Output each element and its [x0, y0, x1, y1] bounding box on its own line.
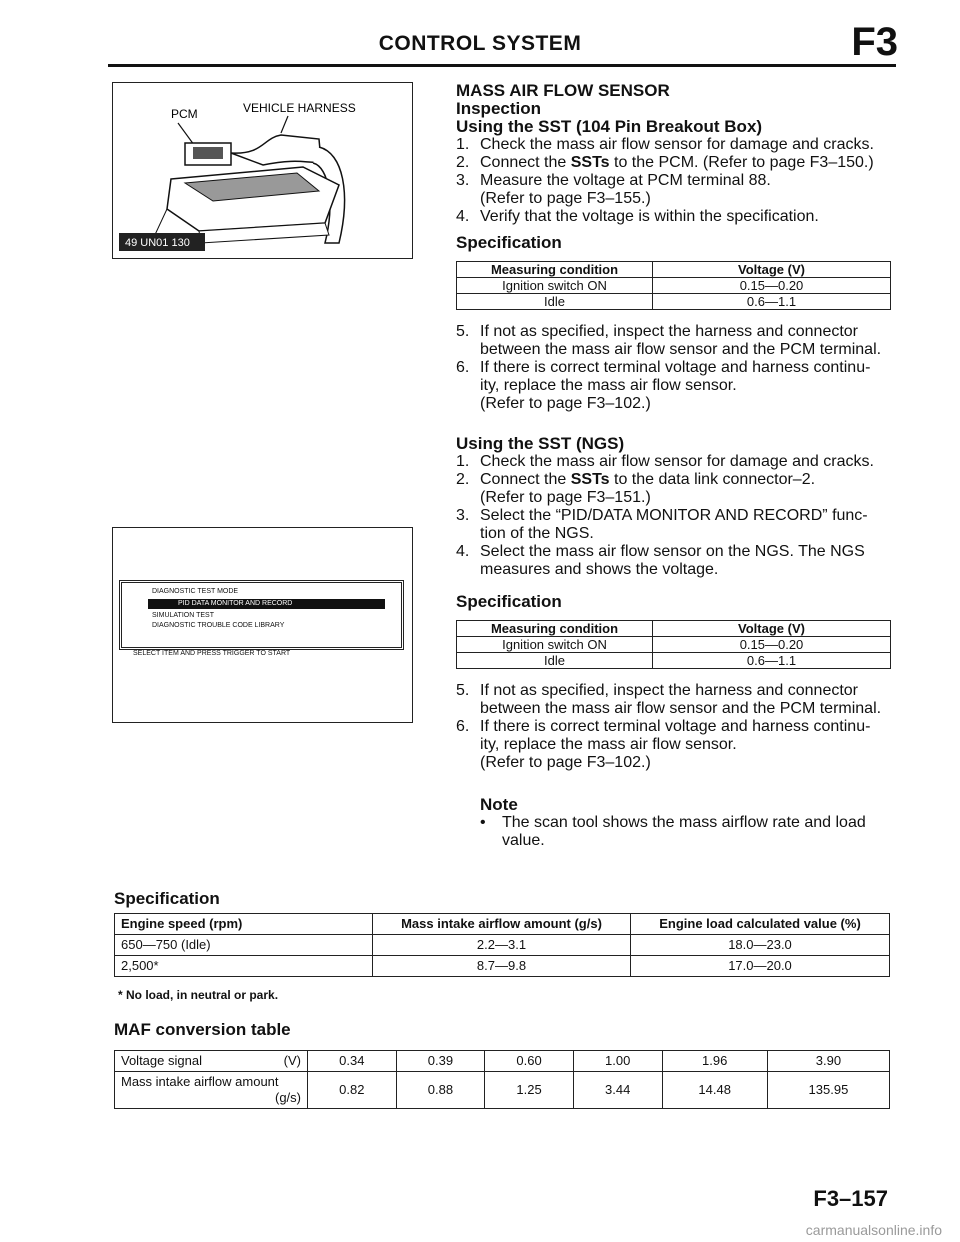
- watermark: carmanualsonline.info: [805, 1222, 942, 1238]
- col-header: Voltage (V): [653, 262, 891, 278]
- breakout-box-illustration: [113, 83, 411, 257]
- ngs-footer: SELECT ITEM AND PRESS TRIGGER TO START: [133, 650, 291, 657]
- maf-section: [456, 82, 896, 850]
- step: 5. If not as specified, inspect the harness and connector between the mass air flow sensor and the PCM terminal.: [456, 323, 882, 358]
- note-heading: Note: [480, 795, 518, 814]
- row-header: Voltage signal (V): [115, 1051, 308, 1072]
- cell: 1.25: [485, 1072, 574, 1109]
- spec-table-1: [456, 261, 891, 310]
- breakout-box-figure: [112, 82, 413, 259]
- tool-tag: 49 UN01 130: [125, 237, 190, 249]
- cell: 18.0—23.0: [631, 935, 890, 956]
- step: 1. Check the mass air flow sensor for damage and cracks.: [456, 453, 874, 470]
- spec-heading: Specification: [456, 233, 562, 252]
- sst1-after-steps: [456, 323, 896, 413]
- bottom-spec-heading: Specification: [114, 889, 220, 908]
- subheading: Inspection: [456, 99, 542, 118]
- cell: 1.96: [662, 1051, 767, 1072]
- cell: 2.2—3.1: [373, 935, 631, 956]
- footnote: * No load, in neutral or park.: [118, 988, 279, 1002]
- step: 5. If not as specified, inspect the harness and connector between the mass air flow sensor and the PCM terminal.: [456, 682, 882, 717]
- cell: 0.88: [396, 1072, 485, 1109]
- cell: 3.44: [573, 1072, 662, 1109]
- menu-item: DIAGNOSTIC TROUBLE CODE LIBRARY: [152, 622, 285, 629]
- note-text: • The scan tool shows the mass airflow rate and load value.: [480, 814, 866, 849]
- header-rule: [108, 64, 896, 67]
- col-header: Measuring condition: [457, 621, 653, 637]
- pcm-label: PCM: [171, 107, 198, 121]
- step: 1. Check the mass air flow sensor for damage and cracks.: [456, 136, 874, 153]
- spec-table-2: [456, 620, 891, 669]
- cell: Idle: [457, 653, 653, 669]
- step: 6. If there is correct terminal voltage and harness continu- ity, replace the mass air flow sensor. (Refer to page F3–102.): [456, 718, 871, 771]
- step: 4. Select the mass air flow sensor on the NGS. The NGS measures and shows the voltage.: [456, 543, 865, 578]
- bottom-spec-table: [114, 913, 890, 977]
- cell: 2,500*: [115, 956, 373, 977]
- conversion-heading: MAF conversion table: [114, 1020, 291, 1039]
- cell: 0.82: [308, 1072, 397, 1109]
- col-header: Voltage (V): [653, 621, 891, 637]
- page-title: CONTROL SYSTEM: [378, 32, 582, 55]
- spec-heading: Specification: [456, 592, 562, 611]
- section-code: F3: [851, 20, 898, 64]
- cell: 14.48: [662, 1072, 767, 1109]
- cell: Ignition switch ON: [457, 637, 653, 653]
- cell: 0.6—1.1: [653, 294, 891, 310]
- sst1-steps: [456, 136, 896, 226]
- cell: Ignition switch ON: [457, 278, 653, 294]
- step: 3. Measure the voltage at PCM terminal 88. (Refer to page F3–155.): [456, 172, 771, 207]
- harness-label: VEHICLE HARNESS: [243, 101, 356, 115]
- conversion-table: [114, 1050, 890, 1109]
- cell: 0.15—0.20: [653, 278, 891, 294]
- subheading: Using the SST (104 Pin Breakout Box): [456, 117, 763, 136]
- cell: 0.6—1.1: [653, 653, 891, 669]
- cell: 17.0—20.0: [631, 956, 890, 977]
- cell: 3.90: [767, 1051, 889, 1072]
- step: 2. Connect the SSTs to the data link connector–2. (Refer to page F3–151.): [456, 471, 816, 506]
- col-header: Engine load calculated value (%): [631, 914, 890, 935]
- cell: 0.34: [308, 1051, 397, 1072]
- col-header: Mass intake airflow amount (g/s): [373, 914, 631, 935]
- menu-item-selected: PID DATA MONITOR AND RECORD: [148, 599, 385, 609]
- section-heading: MASS AIR FLOW SENSOR: [456, 81, 670, 100]
- sst2-steps: [456, 453, 896, 579]
- ngs-menu-box: [119, 580, 404, 650]
- cell: 0.60: [485, 1051, 574, 1072]
- step: 2. Connect the SSTs to the PCM. (Refer to page F3–150.): [456, 154, 874, 171]
- page-number: F3–157: [813, 1186, 888, 1211]
- cell: 0.15—0.20: [653, 637, 891, 653]
- menu-item: SIMULATION TEST: [152, 612, 214, 619]
- step: 6. If there is correct terminal voltage and harness continu- ity, replace the mass air flow sensor. (Refer to page F3–102.): [456, 359, 871, 412]
- col-header: Engine speed (rpm): [115, 914, 373, 935]
- subheading: Using the SST (NGS): [456, 434, 625, 453]
- step: 4. Verify that the voltage is within the specification.: [456, 208, 819, 225]
- cell: 1.00: [573, 1051, 662, 1072]
- sst2-after-steps: [456, 682, 896, 772]
- cell: Idle: [457, 294, 653, 310]
- row-header: Mass intake airflow amount (g/s): [115, 1072, 308, 1109]
- ngs-screen-figure: [112, 527, 413, 723]
- cell: 0.39: [396, 1051, 485, 1072]
- cell: 135.95: [767, 1072, 889, 1109]
- step: 3. Select the “PID/DATA MONITOR AND RECORD” func- tion of the NGS.: [456, 507, 868, 542]
- cell: 650—750 (Idle): [115, 935, 373, 956]
- col-header: Measuring condition: [457, 262, 653, 278]
- menu-item: DIAGNOSTIC TEST MODE: [152, 588, 239, 595]
- cell: 8.7—9.8: [373, 956, 631, 977]
